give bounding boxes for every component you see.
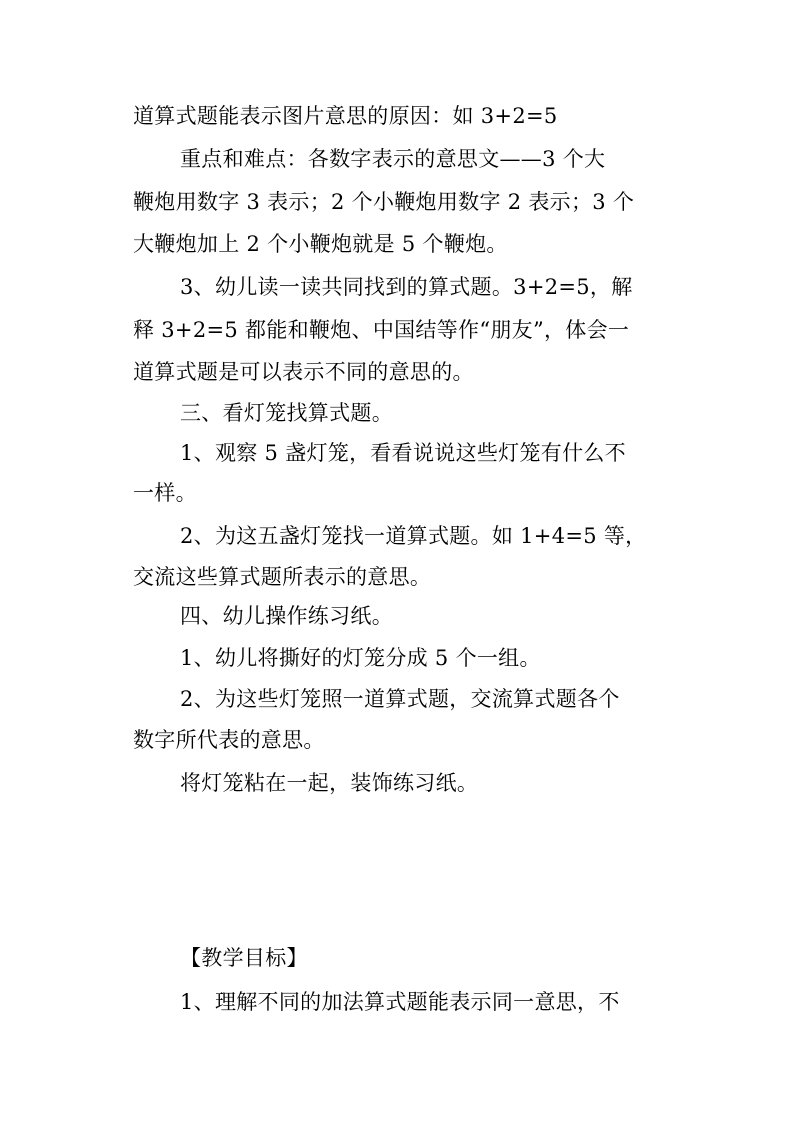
text-line: 鞭炮用数字 3 表示；2 个小鞭炮用数字 2 表示；3 个 bbox=[133, 190, 635, 214]
text-line: 2、为这五盏灯笼找一道算式题。如 1+4=5 等， bbox=[180, 524, 647, 548]
section-heading: 四、幼儿操作练习纸。 bbox=[180, 604, 393, 628]
section-heading: 【教学目标】 bbox=[180, 946, 308, 970]
text-line: 3、幼儿读一读共同找到的算式题。3+2=5，解 bbox=[180, 275, 633, 299]
text-line: 一样。 bbox=[133, 481, 197, 505]
text-line: 数字所代表的意思。 bbox=[133, 728, 325, 752]
text-line: 交流这些算式题所表示的意思。 bbox=[133, 565, 432, 589]
section-heading: 三、看灯笼找算式题。 bbox=[180, 401, 393, 425]
text-line: 道算式题能表示图片意思的原因：如 3+2=5 bbox=[133, 104, 558, 128]
text-line: 2、为这些灯笼照一道算式题，交流算式题各个 bbox=[180, 687, 620, 711]
text-line: 将灯笼粘在一起，装饰练习纸。 bbox=[180, 771, 479, 795]
text-line: 1、幼儿将撕好的灯笼分成 5 个一组。 bbox=[180, 646, 541, 670]
text-line: 1、观察 5 盏灯笼，看看说说这些灯笼有什么不 bbox=[180, 441, 626, 465]
text-line: 重点和难点：各数字表示的意思文——3 个大 bbox=[180, 147, 606, 171]
text-line: 大鞭炮加上 2 个小鞭炮就是 5 个鞭炮。 bbox=[133, 232, 508, 256]
text-line: 1、理解不同的加法算式题能表示同一意思，不 bbox=[180, 990, 620, 1014]
text-line: 释 3+2=5 都能和鞭炮、中国结等作“朋友”，体会一 bbox=[133, 318, 630, 342]
text-line: 道算式题是可以表示不同的意思的。 bbox=[133, 360, 474, 384]
